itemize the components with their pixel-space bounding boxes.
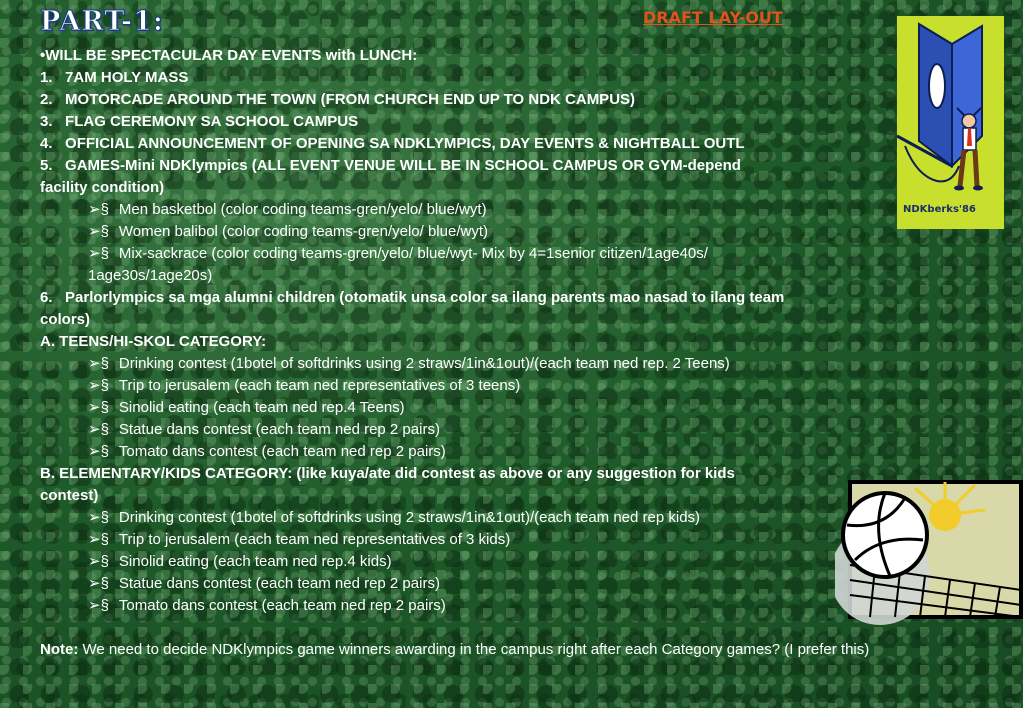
item-number: 6. [40, 289, 53, 306]
page-title: PART-1: [40, 6, 164, 37]
bullet-marker: ➢§ [88, 531, 109, 548]
category-a-item: ➢§ Statue dans contest (each team ned rep 2 pairs) [88, 421, 440, 438]
bullet-marker: ➢§ [88, 399, 109, 416]
category-b-item: ➢§ Trip to jerusalem (each team ned representatives of 3 kids) [88, 531, 511, 548]
bullet-marker: ➢§ [88, 443, 109, 460]
games-item: ➢§ Men basketbol (color coding teams-gren/yelo/ blue/wyt) [88, 201, 487, 218]
games-item: ➢§ Women balibol (color coding teams-gren/yelo/ blue/wyt) [88, 223, 488, 240]
agenda-item-5 [40, 155, 902, 177]
agenda-item-2 [40, 89, 980, 111]
agenda-item-6-continued: colors) [40, 311, 91, 328]
category-b-item: ➢§ Statue dans contest (each team ned rep 2 pairs) [88, 575, 440, 592]
item-text: MOTORCADE AROUND THE TOWN (FROM CHURCH END UP TO NDK CAMPUS) [65, 91, 636, 108]
logo-caption: NDKberks'86 [903, 204, 976, 215]
item-number: 4. [40, 135, 53, 152]
category-a-item: ➢§ Trip to jerusalem (each team ned representatives of 3 teens) [88, 377, 521, 394]
item-number: 3. [40, 113, 53, 130]
games-item: ➢§ Mix-sackrace (color coding teams-gren/yelo/ blue/wyt- Mix by 4=1senior citizen/1age40s/ [88, 245, 708, 262]
bullet-marker: ➢§ [88, 509, 109, 526]
agenda-item-1 [40, 67, 980, 89]
agenda-item-3 [40, 111, 980, 133]
agenda-item-5-continued: facility condition) [40, 179, 165, 196]
note-label: Note: [40, 641, 79, 658]
intro-bullet: •WILL BE SPECTACULAR DAY EVENTS with LUNCH: [40, 47, 418, 64]
category-b-heading: B. ELEMENTARY/KIDS CATEGORY: (like kuya/ate did contest as above or any suggestion for kids [40, 465, 735, 482]
bullet-marker: ➢§ [88, 201, 109, 218]
category-a-item: ➢§ Sinolid eating (each team ned rep.4 Teens) [88, 399, 405, 416]
bullet-marker: ➢§ [88, 553, 109, 570]
item-number: 2. [40, 91, 53, 108]
category-b-item: ➢§ Drinking contest (1botel of softdrinks using 2 straws/1in&1out)/(each team ned rep kids) [88, 509, 701, 526]
volleyball-graphic [835, 480, 1023, 625]
volleyball-net-illustration-icon [835, 480, 1023, 625]
bullet-marker: ➢§ [88, 355, 109, 372]
bullet-marker: ➢§ [88, 223, 109, 240]
draft-layout-label: DRAFT LAY-OUT [643, 8, 783, 27]
category-a-item: ➢§ Tomato dans contest (each team ned rep 2 pairs) [88, 443, 446, 460]
note-text: We need to decide NDKlympics game winners awarding in the campus right after each Category games? (I prefer this) [78, 641, 870, 658]
bullet-marker: ➢§ [88, 597, 109, 614]
games-item-continued: 1age30s/1age20s) [88, 267, 213, 284]
item-text: GAMES-Mini NDKlympics (ALL EVENT VENUE WILL BE IN SCHOOL CAMPUS OR GYM-depend [65, 157, 741, 174]
item-text: 7AM HOLY MASS [65, 69, 189, 86]
category-b-heading-continued: contest) [40, 487, 99, 504]
bullet-marker: ➢§ [88, 245, 109, 262]
agenda-item-4 [40, 133, 902, 155]
category-a-item: ➢§ Drinking contest (1botel of softdrinks using 2 straws/1in&1out)/(each team ned rep. 2 Teens) [88, 355, 730, 372]
item-number: 1. [40, 69, 53, 86]
bullet-marker: ➢§ [88, 421, 109, 438]
agenda-item-6 [40, 287, 980, 309]
item-text: Parlorlympics sa mga alumni children (otomatik unsa color sa ilang parents mao nasad to ilang team [65, 289, 785, 306]
bullet-marker: ➢§ [88, 377, 109, 394]
item-text: OFFICIAL ANNOUNCEMENT OF OPENING SA NDKLYMPICS, DAY EVENTS & NIGHTBALL OUTL [65, 135, 745, 152]
climber-graphic [897, 16, 1004, 229]
category-b-item: ➢§ Tomato dans contest (each team ned rep 2 pairs) [88, 597, 446, 614]
category-a-heading: A. TEENS/HI-SKOL CATEGORY: [40, 333, 267, 350]
note-paragraph [40, 639, 970, 661]
item-text: FLAG CEREMONY SA SCHOOL CAMPUS [65, 113, 359, 130]
climber-illustration-icon [897, 16, 1004, 229]
item-number: 5. [40, 157, 53, 174]
bullet-marker: ➢§ [88, 575, 109, 592]
category-b-item: ➢§ Sinolid eating (each team ned rep.4 kids) [88, 553, 392, 570]
